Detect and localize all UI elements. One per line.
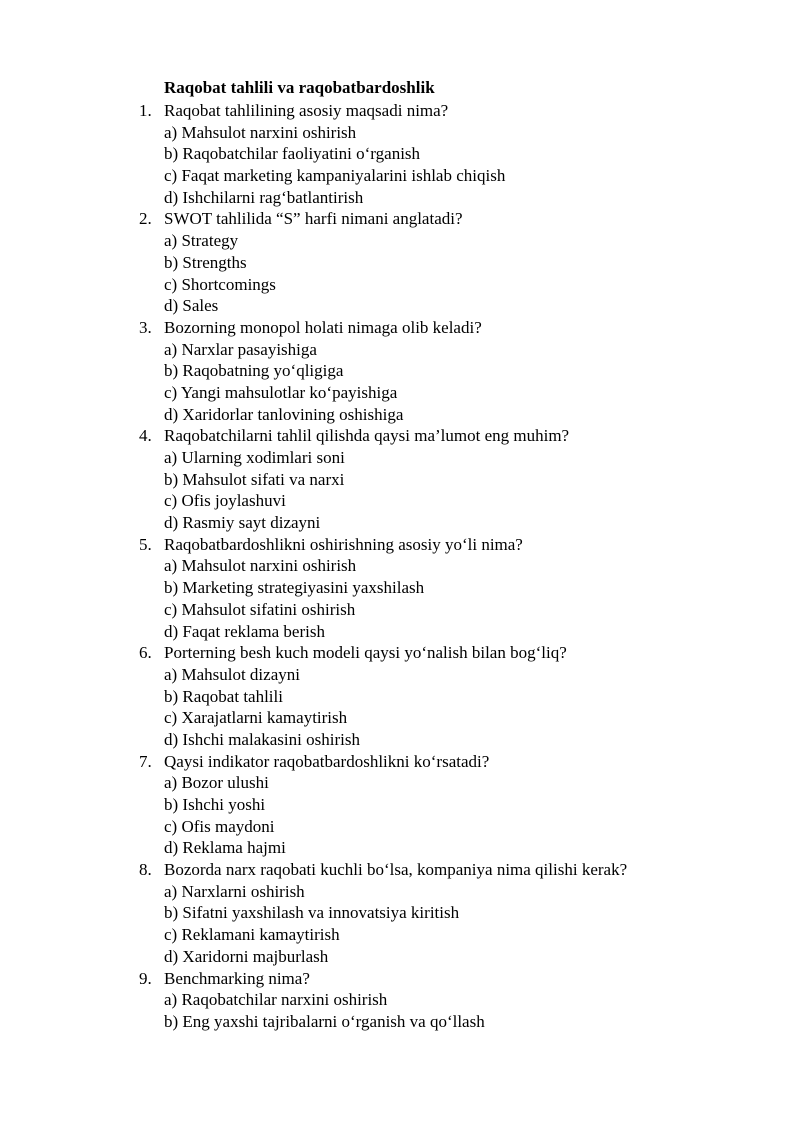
question-number: 5. [139, 534, 152, 554]
question-item [0, 425, 800, 533]
question-number: 1. [139, 101, 152, 120]
answer-option [0, 946, 800, 968]
answer-option [0, 404, 800, 426]
question-line [0, 425, 800, 447]
question-line [0, 534, 800, 556]
question-item [0, 859, 800, 967]
answer-option [0, 686, 800, 708]
question-line [0, 968, 800, 990]
question-number: 9. [139, 968, 152, 988]
answer-option [0, 187, 800, 209]
answer-option [0, 772, 800, 794]
question-number: 2. [139, 209, 152, 229]
answer-option-text: c) Yangi mahsulotlar ko‘payishiga [164, 382, 398, 402]
answer-option-text: a) Mahsulot narxini oshirish [164, 556, 357, 576]
question-item [0, 534, 800, 642]
answer-option [0, 274, 800, 296]
answer-option-text: b) Raqobatchilar faoliyatini o‘rganish [164, 144, 421, 164]
answer-option [0, 621, 800, 643]
answer-option-text: d) Sales [164, 296, 219, 316]
question-item [0, 208, 800, 316]
question-item [0, 317, 800, 425]
answer-option-text: d) Xaridorlar tanlovining oshishiga [164, 404, 404, 424]
answer-option [0, 339, 800, 361]
answer-option-text: d) Reklama hajmi [164, 838, 286, 858]
question-line [0, 208, 800, 230]
answer-option [0, 230, 800, 252]
answer-option-text: d) Xaridorni majburlash [164, 946, 329, 966]
answer-option [0, 447, 800, 469]
question-text: SWOT tahlilida “S” harfi nimani anglatadi? [164, 209, 463, 229]
question-line [0, 859, 800, 881]
question-text: Qaysi indikator raqobatbardoshlikni ko‘rsatadi? [164, 751, 490, 771]
answer-option-text: c) Faqat marketing kampaniyalarini ishlab chiqish [164, 166, 506, 186]
question-text: Raqobatbardoshlikni oshirishning asosiy yo‘li nima? [164, 534, 523, 554]
answer-option-text: b) Strengths [164, 252, 247, 272]
question-item [0, 751, 800, 859]
answer-option-text: d) Ishchi malakasini oshirish [164, 729, 360, 749]
question-number: 6. [139, 643, 152, 663]
answer-option [0, 360, 800, 382]
question-line [0, 642, 800, 664]
answer-option-text: c) Mahsulot sifatini oshirish [164, 599, 356, 619]
question-text: Raqobat tahlilining asosiy maqsadi nima? [164, 101, 449, 120]
answer-option-text: c) Reklamani kamaytirish [164, 925, 340, 945]
answer-option [0, 252, 800, 274]
answer-option-text: b) Eng yaxshi tajribalarni o‘rganish va qo‘llash [164, 1011, 485, 1031]
answer-option [0, 902, 800, 924]
question-list [0, 100, 800, 1033]
answer-option-text: b) Raqobat tahlili [164, 686, 283, 706]
answer-option [0, 729, 800, 751]
question-text: Benchmarking nima? [164, 968, 310, 988]
answer-option [0, 989, 800, 1011]
question-number: 3. [139, 317, 152, 337]
answer-option-text: b) Marketing strategiyasini yaxshilash [164, 578, 425, 598]
answer-option [0, 165, 800, 187]
answer-option [0, 924, 800, 946]
answer-option [0, 555, 800, 577]
answer-option [0, 512, 800, 534]
answer-option-text: d) Faqat reklama berish [164, 621, 325, 641]
answer-option [0, 295, 800, 317]
answer-option [0, 577, 800, 599]
answer-option-text: c) Ofis joylashuvi [164, 491, 286, 511]
answer-option [0, 837, 800, 859]
answer-option-text: a) Bozor ulushi [164, 773, 269, 793]
answer-option-text: a) Strategy [164, 231, 239, 251]
answer-option [0, 469, 800, 491]
answer-option-text: d) Ishchilarni rag‘batlantirish [164, 187, 364, 207]
document-title: Raqobat tahlili va raqobatbardoshlik [164, 78, 435, 97]
question-line [0, 317, 800, 339]
question-item [0, 642, 800, 750]
answer-option [0, 794, 800, 816]
question-item [0, 100, 800, 208]
answer-option-text: a) Mahsulot dizayni [164, 664, 300, 684]
question-text: Porterning besh kuch modeli qaysi yo‘nalish bilan bog‘liq? [164, 643, 567, 663]
answer-option-text: b) Ishchi yoshi [164, 795, 266, 814]
answer-option [0, 382, 800, 404]
answer-option-text: c) Xarajatlarni kamaytirish [164, 708, 348, 728]
answer-option-text: a) Narxlar pasayishiga [164, 339, 317, 359]
answer-option-text: b) Sifatni yaxshilash va innovatsiya kiritish [164, 903, 460, 923]
answer-option [0, 1011, 800, 1033]
answer-option [0, 816, 800, 838]
question-line [0, 751, 800, 773]
answer-option [0, 143, 800, 165]
answer-option-text: b) Mahsulot sifati va narxi [164, 469, 345, 489]
answer-option [0, 664, 800, 686]
answer-option [0, 599, 800, 621]
question-text: Raqobatchilarni tahlil qilishda qaysi ma’lumot eng muhim? [164, 426, 570, 446]
question-item [0, 968, 800, 1033]
answer-option-text: c) Ofis maydoni [164, 816, 275, 836]
answer-option-text: b) Raqobatning yo‘qligiga [164, 361, 344, 381]
answer-option [0, 707, 800, 729]
question-number: 8. [139, 860, 152, 880]
answer-option-text: a) Narxlarni oshirish [164, 881, 305, 901]
answer-option-text: a) Ularning xodimlari soni [164, 448, 345, 467]
answer-option-text: d) Rasmiy sayt dizayni [164, 513, 321, 533]
question-number: 4. [139, 426, 152, 446]
answer-option-text: a) Mahsulot narxini oshirish [164, 122, 357, 142]
question-number: 7. [139, 751, 152, 771]
question-text: Bozorda narx raqobati kuchli bo‘lsa, kompaniya nima qilishi kerak? [164, 860, 628, 880]
question-text: Bozorning monopol holati nimaga olib keladi? [164, 317, 482, 337]
answer-option-text: c) Shortcomings [164, 274, 276, 294]
answer-option [0, 122, 800, 144]
answer-option [0, 490, 800, 512]
question-line [0, 100, 800, 122]
answer-option [0, 881, 800, 903]
answer-option-text: a) Raqobatchilar narxini oshirish [164, 990, 388, 1010]
